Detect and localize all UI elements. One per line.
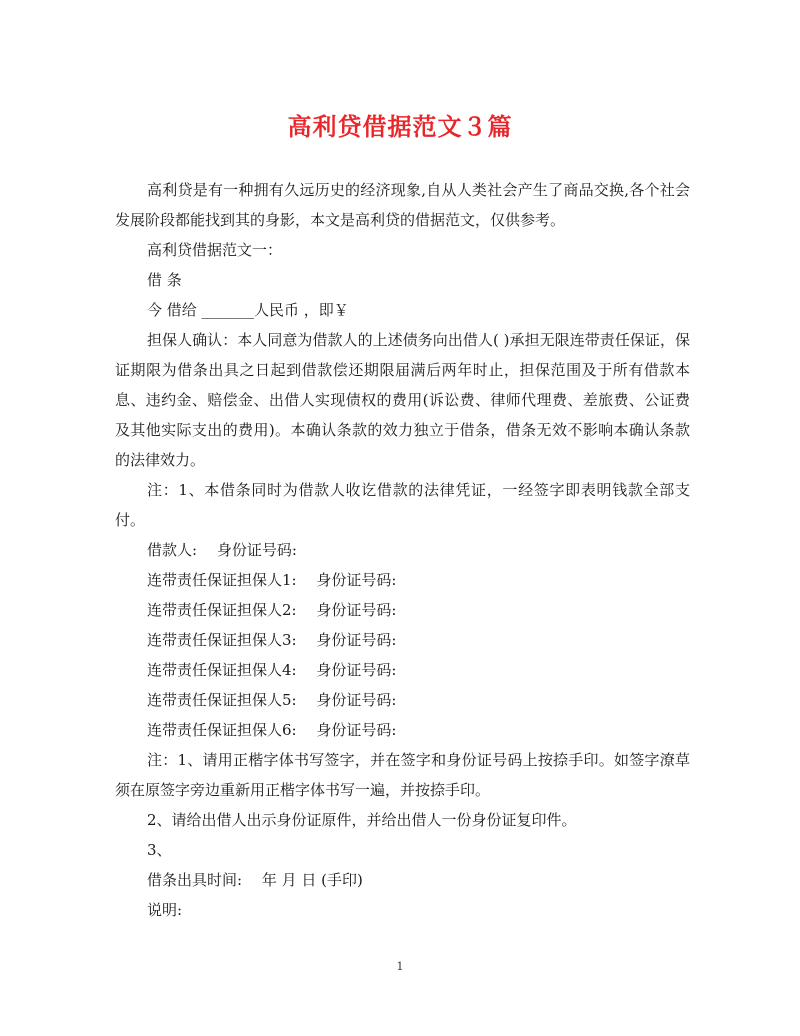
loan-amount-line: 今 借给 _______人民币 ，即￥: [147, 301, 349, 319]
guarantor-line-2: 连带责任保证担保人2: 身份证号码:: [147, 601, 397, 619]
guarantor-line-6: 连带责任保证担保人6: 身份证号码:: [147, 721, 397, 739]
borrower-line: 借款人: 身份证号码:: [147, 541, 297, 559]
item-3: 3、: [147, 841, 172, 859]
document-body: [115, 175, 690, 925]
guarantor-line-3: 连带责任保证担保人3: 身份证号码:: [147, 631, 397, 649]
guarantor-line-1: 连带责任保证担保人1: 身份证号码:: [147, 571, 397, 589]
document-title: 高利贷借据范文３篇: [287, 112, 513, 141]
explanation-heading: 说明:: [147, 901, 183, 919]
intro-paragraph: 高利贷是有一种拥有久远历史的经济现象,自从人类社会产生了商品交换,各个社会发展阶段都能找到其的身影，本文是高利贷的借据范文，仅供参考。: [115, 181, 690, 229]
issue-date-line: 借条出具时间: 年 月 日 (手印): [147, 871, 363, 889]
note-heading: 借 条: [147, 271, 182, 289]
sample-heading: 高利贷借据范文一：: [147, 241, 283, 259]
guarantor-confirmation: 担保人确认：本人同意为借款人的上述债务向出借人( )承担无限连带责任保证，保证期限为借条出具之日起到借款偿还期限届满后两年时止，担保范围及于所有借款本息、违约金、赔偿金、出借人实现债权的费用(诉讼费、律师代理费、差旅费、公证费及其他实际支出的费用)。本确认条款的效力独立于借条，借条无效不影响本确认条款的法律效力。: [115, 331, 690, 469]
guarantor-line-5: 连带责任保证担保人5: 身份证号码:: [147, 691, 397, 709]
page-number: 1: [396, 960, 404, 973]
signature-note: 注：1、请用正楷字体书写签字，并在签字和身份证号码上按捺手印。如签字潦草须在原签字旁边重新用正楷字体书写一遍，并按捺手印。: [115, 751, 690, 799]
guarantor-line-4: 连带责任保证担保人4: 身份证号码:: [147, 661, 397, 679]
id-card-note: 2、请给出借人出示身份证原件，并给出借人一份身份证复印件。: [147, 811, 577, 829]
note-1: 注：1、本借条同时为借款人收讫借款的法律凭证，一经签字即表明钱款全部支付。: [115, 481, 690, 529]
